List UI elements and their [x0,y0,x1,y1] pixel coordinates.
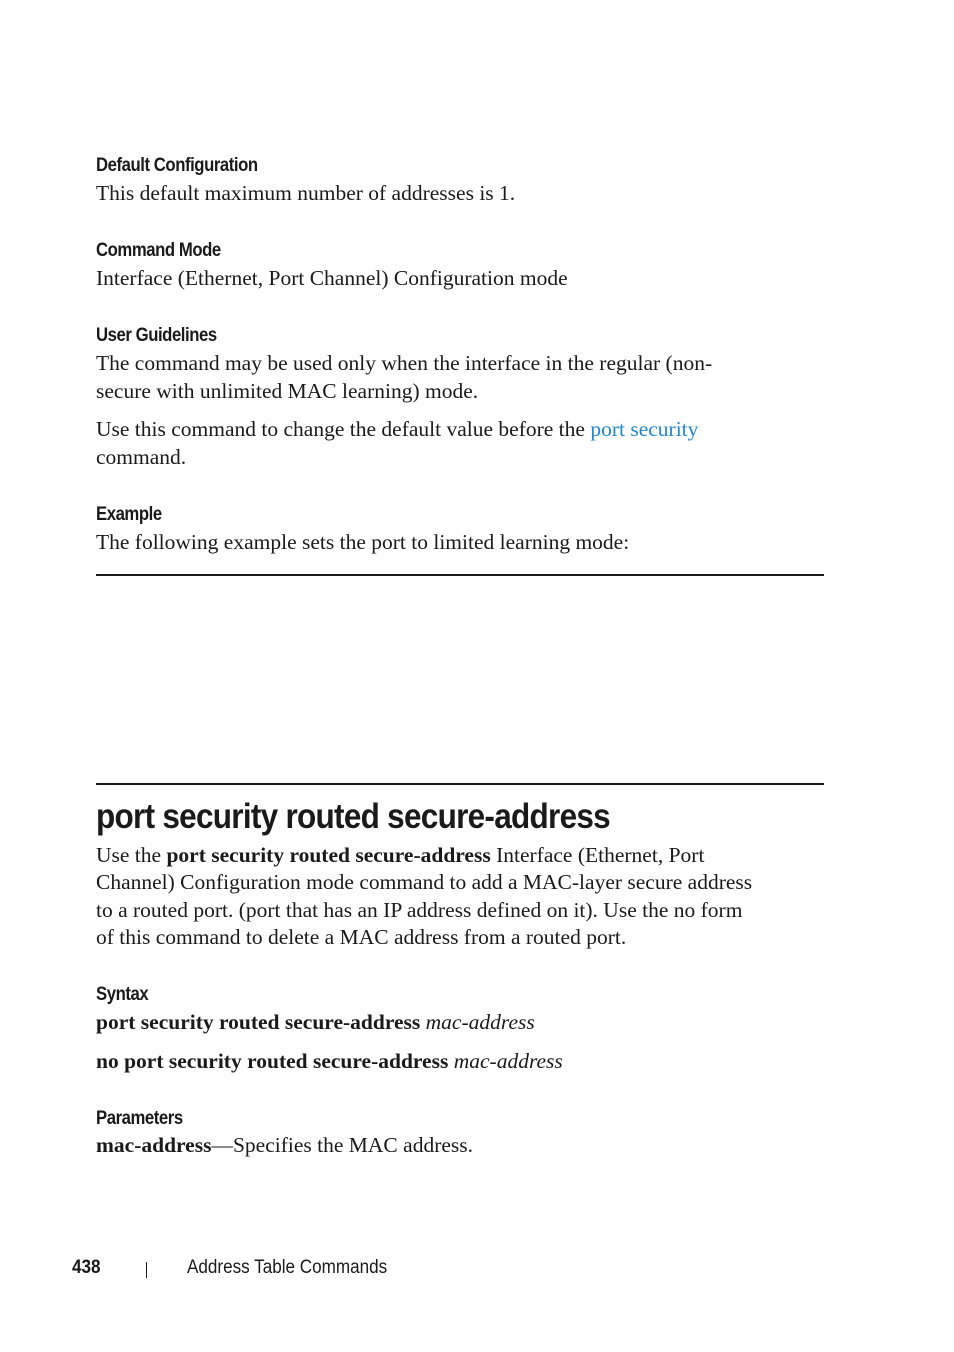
syntax-line2-command: no port security routed secure-address [96,1049,449,1073]
user-guidelines-para2-line2: command. [96,445,187,469]
port-security-link[interactable]: port security [590,417,699,441]
command-desc-line1 [96,842,821,870]
section-heading-user-guidelines: User Guidelines [96,325,217,346]
command-desc-line3: to a routed port. (port that has an IP address defined on it). Use the no form [96,898,743,922]
command-mode-text: Interface (Ethernet, Port Channel) Configuration mode [96,266,568,290]
user-guidelines-para1-line1: The command may be used only when the interface in the regular (non- [96,351,713,375]
section-heading-syntax: Syntax [96,984,149,1005]
command-title: port security routed secure-address [96,797,610,836]
parameter-name: mac-address [96,1133,212,1157]
footer-separator [146,1262,147,1278]
command-desc-line4: of this command to delete a MAC address from a routed port. [96,925,627,949]
command-top-rule [96,783,824,785]
syntax-line1-command: port security routed secure-address [96,1010,421,1034]
section-heading-command-mode: Command Mode [96,240,221,261]
syntax-line1 [96,1009,821,1037]
page-number: 438 [72,1257,101,1278]
syntax-line2 [96,1048,821,1076]
example-text: The following example sets the port to limited learning mode: [96,530,630,554]
example-code-top-rule [96,574,824,576]
command-desc-prefix: Use the [96,843,167,867]
user-guidelines-para1-line2: secure with unlimited MAC learning) mode. [96,379,479,403]
default-configuration-text: This default maximum number of addresses is 1. [96,181,516,205]
syntax-line2-argument: mac-address [453,1049,563,1073]
command-desc-bold: port security routed secure-address [166,843,491,867]
command-desc-line1-rest: Interface (Ethernet, Port [490,843,705,867]
section-heading-parameters: Parameters [96,1108,183,1129]
syntax-line1-argument: mac-address [425,1010,535,1034]
parameter-description: —Specifies the MAC address. [211,1133,474,1157]
section-heading-default-configuration: Default Configuration [96,155,258,176]
parameter-mac-address [96,1132,821,1160]
footer-chapter-title: Address Table Commands [187,1257,388,1278]
section-heading-example: Example [96,504,162,525]
user-guidelines-para2-line1 [96,416,821,444]
command-desc-line2: Channel) Configuration mode command to add a MAC-layer secure address [96,870,753,894]
user-guidelines-para2-text: Use this command to change the default value before the [96,417,591,441]
